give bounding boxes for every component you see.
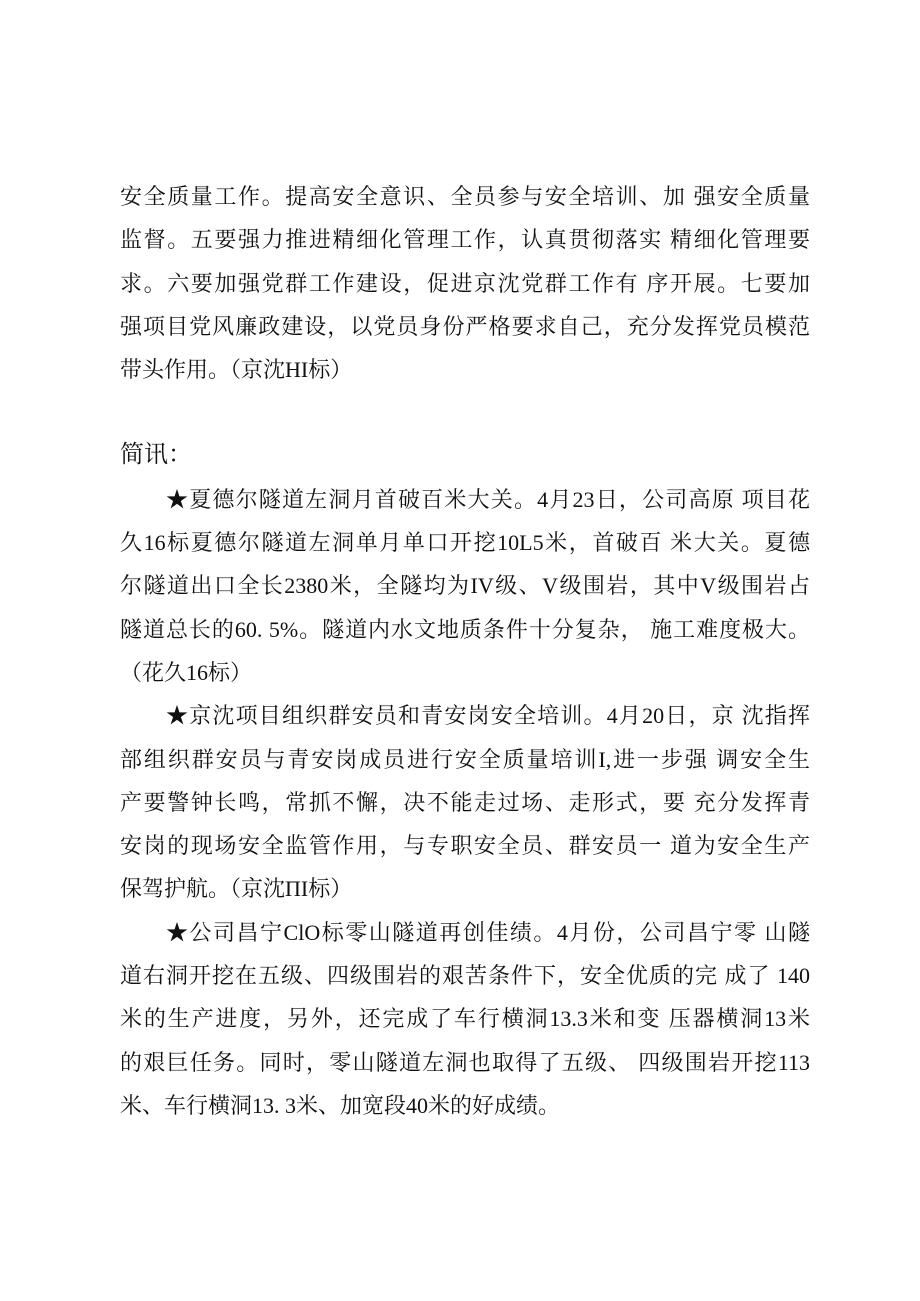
text-line: 强项目党风廉政建设，以党员身份严格要求自己，充分发挥党员模范: [120, 313, 810, 339]
text-line: 带头作用。（京沈HI标）: [120, 357, 353, 383]
intro-paragraph: [120, 175, 810, 391]
section-heading-briefs: 简讯：: [120, 442, 192, 469]
text-line: 米的生产进度，另外，还完成了车行横洞13.3米和变 压器横洞13米: [120, 1006, 810, 1032]
text-line: 安岗的现场安全监管作用，与专职安全员、群安员一 道为安全生产: [120, 833, 810, 859]
text-line: 隧道总长的60. 5%。隧道内水文地质条件十分复杂， 施工难度极大。: [120, 616, 810, 642]
document-page: [120, 175, 810, 1127]
text-line: ★京沈项目组织群安员和青安岗安全培训。4月20日，京 沈指挥: [166, 703, 810, 729]
text-line: 尔隧道出口全长2380米，全隧均为IV级、V级围岩，其中V级围岩占: [120, 573, 810, 599]
text-line: 求。六要加强党群工作建设，促进京沈党群工作有 序开展。七要加: [120, 270, 810, 296]
text-line: 部组织群安员与青安岗成员进行安全质量培训I,进一步强 调安全生: [120, 746, 810, 772]
text-line: 米、车行横洞13. 3米、加宽段40米的好成绩。: [120, 1092, 561, 1118]
text-line: 久16标夏德尔隧道左洞单月单口开挖10L5米，首破百 米大关。夏德: [120, 530, 810, 556]
text-line: 保驾护航。（京沈ΠI标）: [120, 876, 353, 902]
text-line: 安全质量工作。提高安全意识、全员参与安全培训、加 强安全质量: [120, 184, 810, 209]
text-line: 监督。五要强力推进精细化管理工作，认真贯彻落实 精细化管理要: [120, 227, 810, 253]
text-line: 的艰巨任务。同时，零山隧道左洞也取得了五级、 四级围岩开挖113: [120, 1049, 810, 1075]
brief-item: [120, 694, 810, 910]
text-line: 产要警钟长鸣，常抓不懈，决不能走过场、走形式，要 充分发挥青: [120, 789, 810, 815]
text-line: （花久16标）: [120, 659, 253, 685]
brief-item: [120, 911, 810, 1127]
text-line: 道右洞开挖在五级、四级围岩的艰苦条件下，安全优质的完 成了 140: [120, 963, 810, 989]
brief-item: [120, 478, 810, 694]
text-line: ★夏德尔隧道左洞月首破百米大关。4月23日，公司高原 项目花: [166, 486, 810, 512]
text-line: ★公司昌宁ClO标零山隧道再创佳绩。4月份，公司昌宁零 山隧: [166, 919, 810, 945]
